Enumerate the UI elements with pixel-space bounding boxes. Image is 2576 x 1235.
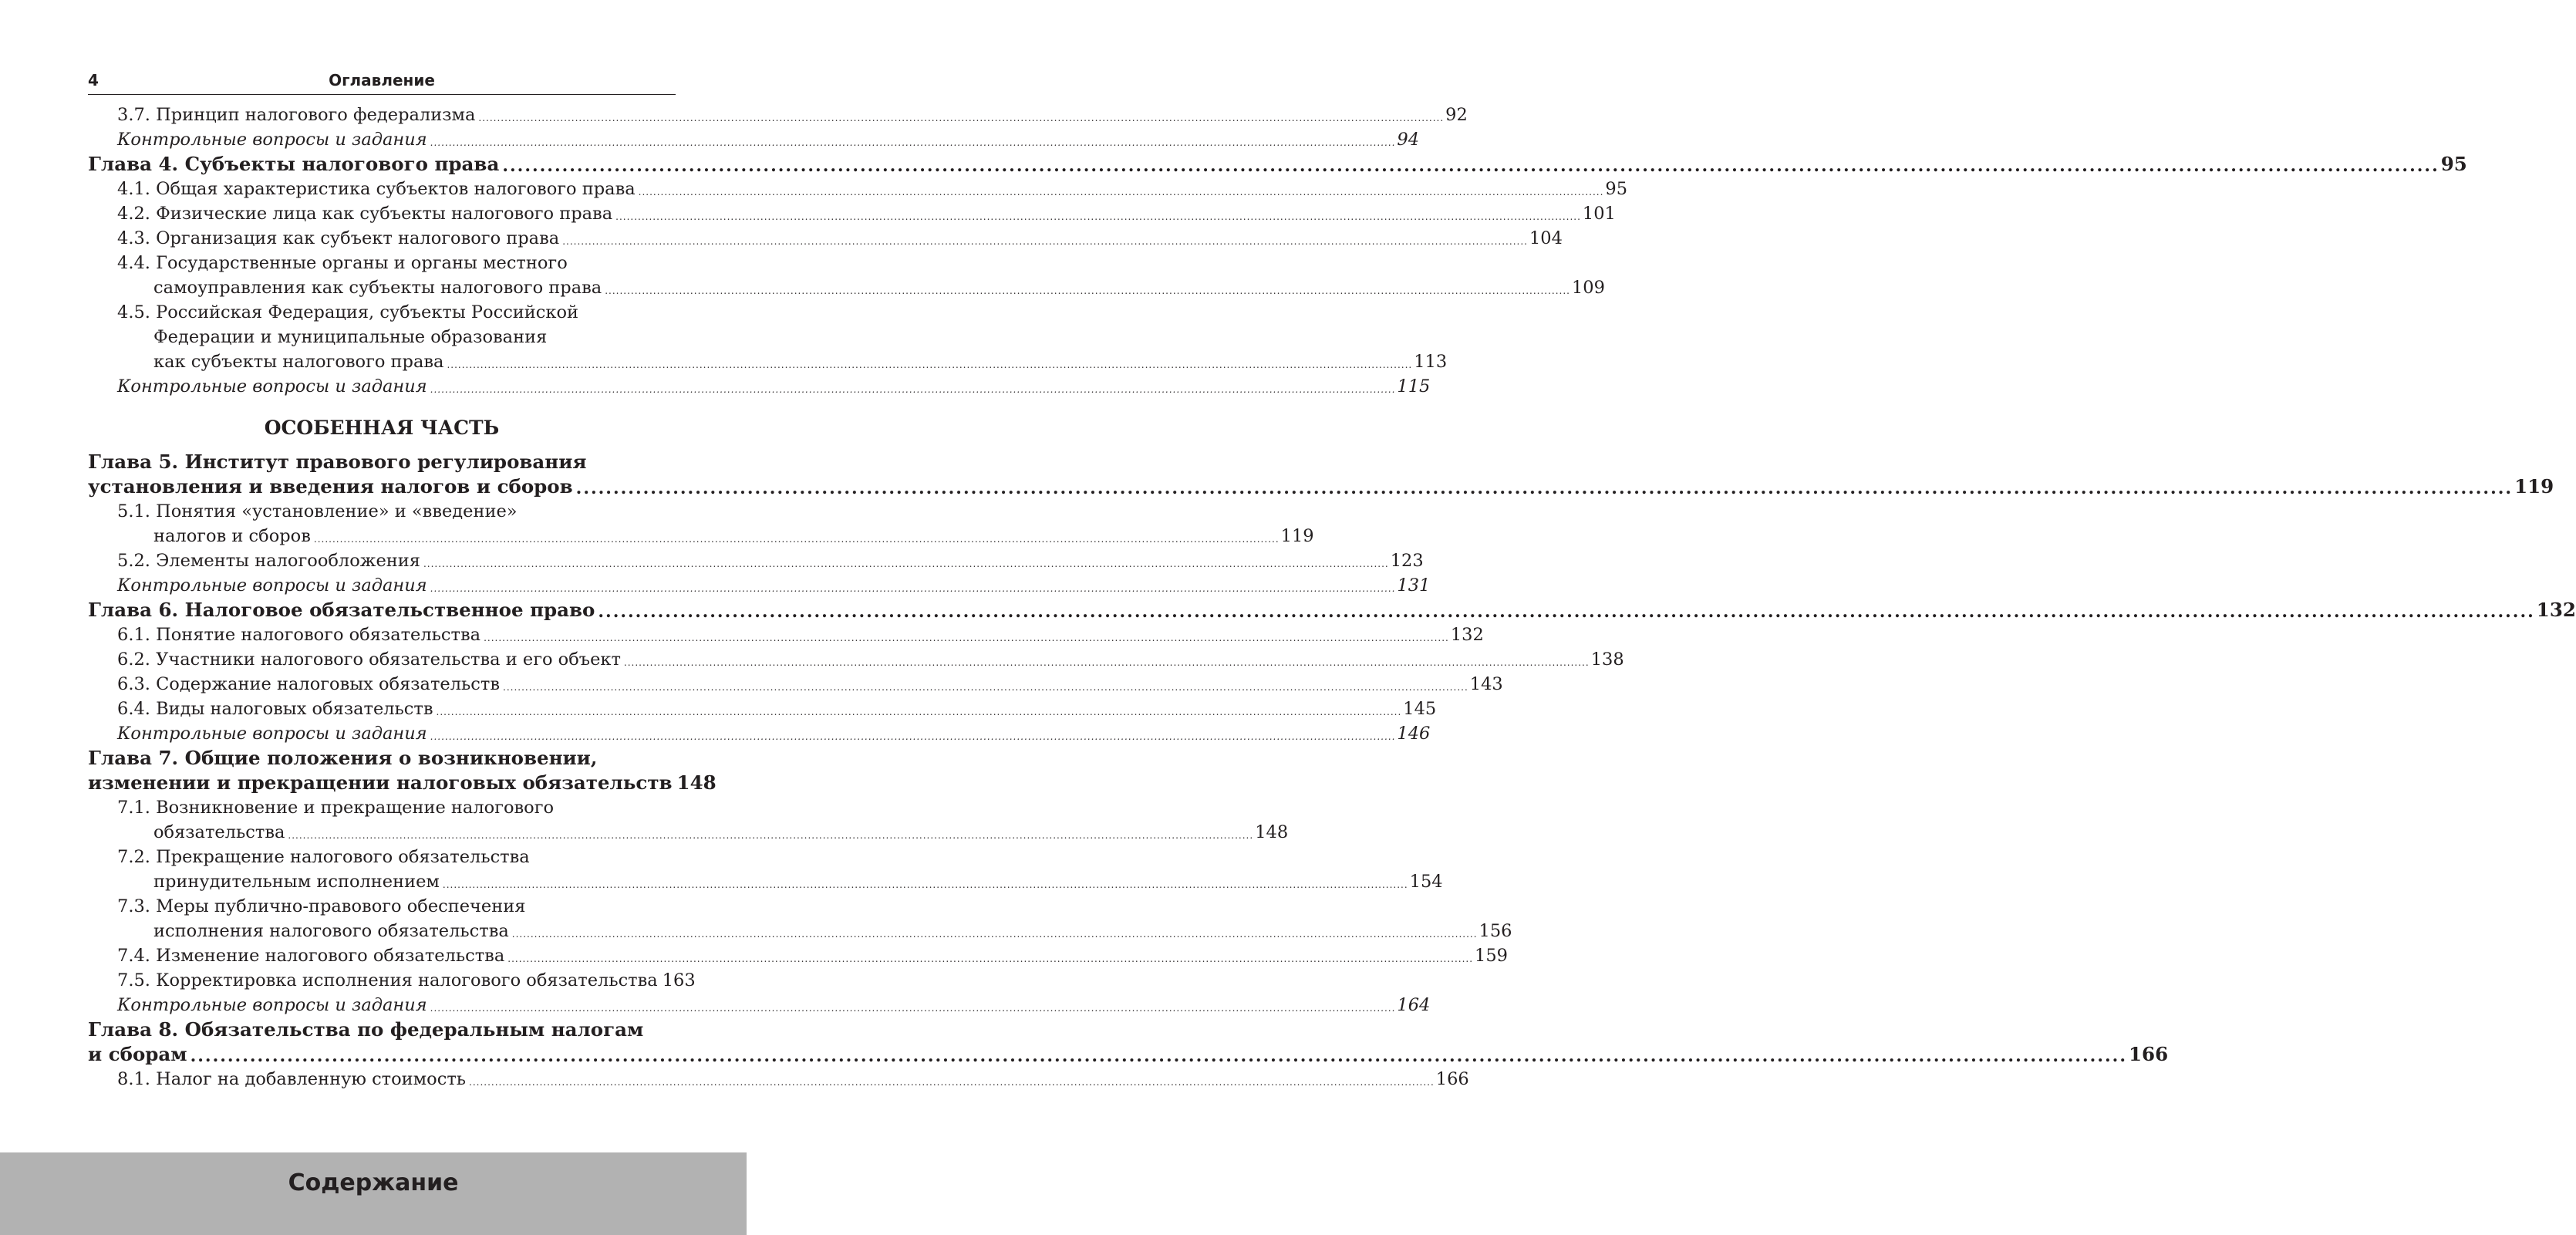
running-title: Оглавление xyxy=(329,71,435,89)
entry-title: 3.7. Принцип налогового федерализма xyxy=(117,105,476,125)
toc-entry-line xyxy=(88,820,1289,845)
page-ref: 92 xyxy=(1445,105,1468,125)
page-ref: 154 xyxy=(1409,872,1443,892)
toc-entry-line xyxy=(88,647,1624,672)
page-ref: 148 xyxy=(1255,822,1289,842)
toc-chapter-line xyxy=(88,598,2576,623)
chapter-title: Глава 6. Налоговое обязательственное право xyxy=(88,599,595,621)
page-ref: 143 xyxy=(1469,674,1503,694)
page-ref: 113 xyxy=(1414,352,1448,372)
dot-leader: .................................................................................................................................................................................................................................................................... xyxy=(605,285,1570,296)
toc-chapter-line xyxy=(88,474,2554,499)
toc-chapter-line xyxy=(88,152,2467,177)
toc-entry-line xyxy=(88,524,1314,548)
page-ref: 148 xyxy=(676,771,716,794)
toc-chapter-line xyxy=(88,771,716,795)
entry-title: 6.2. Участники налогового обязательства и его объект xyxy=(117,650,621,670)
toc-chapter-line xyxy=(88,746,676,771)
toc-entry-line xyxy=(88,275,1605,300)
dot-leader: .................................................................................................................................................................................................................................................................... xyxy=(507,953,1474,964)
entry-title: обязательства xyxy=(153,822,285,842)
toc-entry-line xyxy=(88,869,1443,894)
toc-entry-line xyxy=(88,697,1437,721)
entry-title: самоуправления как субъекты налогового права xyxy=(153,278,602,298)
dot-leader: .................................................................................................................................................................................................................................................................... xyxy=(511,929,1478,940)
footer-label: Содержание xyxy=(288,1169,459,1196)
entry-title: 5.1. Понятия «установление» и «введение» xyxy=(117,501,518,521)
page-ref: 146 xyxy=(1397,724,1431,744)
page-ref: 119 xyxy=(2514,475,2554,498)
page-number: 4 xyxy=(88,71,99,89)
page-ref: 94 xyxy=(1397,130,1420,150)
dot-leader: .................................................................................................................................................................................................................................................................... xyxy=(190,1046,2127,1066)
dot-leader: .................................................................................................................................................................................................................................................................... xyxy=(502,156,2439,176)
dot-leader: .................................................................................................................................................................................................................................................................... xyxy=(313,534,1280,545)
page-ref: 104 xyxy=(1529,228,1563,248)
dot-leader: .................................................................................................................................................................................................................................................................... xyxy=(436,707,1402,717)
chapter-title: Глава 8. Обязательства по федеральным налогам xyxy=(88,1018,644,1041)
dot-leader: .................................................................................................................................................................................................................................................................... xyxy=(575,478,2514,498)
footer-band xyxy=(0,1152,747,1235)
entry-title: 7.3. Меры публично-правового обеспечения xyxy=(117,896,526,916)
page-ref: 163 xyxy=(662,970,696,990)
page-ref: 101 xyxy=(1582,204,1616,224)
entry-title: налогов и сборов xyxy=(153,526,311,546)
chapter-title: Глава 5. Институт правового регулирования xyxy=(88,450,587,473)
toc-entry-line xyxy=(88,573,1431,598)
entry-title: 7.5. Корректировка исполнения налогового обязательства xyxy=(117,970,658,990)
toc-entry-line xyxy=(88,499,676,524)
running-header xyxy=(88,66,676,95)
page-ref: 159 xyxy=(1475,946,1508,966)
chapter-title: и сборам xyxy=(88,1043,187,1065)
chapter-title: Глава 7. Общие положения о возникновении, xyxy=(88,747,598,769)
dot-leader: .................................................................................................................................................................................................................................................................... xyxy=(430,731,1396,742)
toc-entry-line xyxy=(88,968,696,993)
entry-title: 6.3. Содержание налоговых обязательств xyxy=(117,674,500,694)
toc-entry-line xyxy=(88,623,1484,647)
entry-title: Контрольные вопросы и задания xyxy=(117,724,427,744)
toc-entry-line xyxy=(88,300,676,325)
toc-special-part xyxy=(88,450,2576,1092)
entry-title: 7.1. Возникновение и прекращение налогового xyxy=(117,798,555,818)
toc-entry-line xyxy=(88,1067,1469,1092)
dot-leader: .................................................................................................................................................................................................................................................................... xyxy=(623,657,1590,668)
page-ref: 95 xyxy=(1605,179,1628,199)
toc-entry-line xyxy=(88,103,1468,127)
dot-leader: .................................................................................................................................................................................................................................................................... xyxy=(442,879,1408,890)
dot-leader: .................................................................................................................................................................................................................................................................... xyxy=(430,384,1396,395)
toc-entry-line xyxy=(88,374,1431,399)
table-of-contents xyxy=(88,103,2576,1092)
toc-chapter-line xyxy=(88,1042,2169,1067)
entry-title: исполнения налогового обязательства xyxy=(153,921,509,941)
toc-entry-line xyxy=(88,349,1448,374)
toc-entry-line xyxy=(88,672,1503,697)
page-ref: 132 xyxy=(1450,625,1484,645)
entry-title: принудительным исполнением xyxy=(153,872,440,892)
page-ref: 131 xyxy=(1397,575,1431,596)
dot-leader: .................................................................................................................................................................................................................................................................... xyxy=(430,137,1396,148)
entry-title: Федерации и муниципальные образования xyxy=(153,327,548,347)
dot-leader: .................................................................................................................................................................................................................................................................... xyxy=(638,187,1604,197)
dot-leader: .................................................................................................................................................................................................................................................................... xyxy=(478,113,1445,123)
dot-leader: .................................................................................................................................................................................................................................................................... xyxy=(447,359,1413,370)
page-ref: 138 xyxy=(1590,650,1624,670)
toc-entry-line xyxy=(88,201,1616,226)
page-ref: 166 xyxy=(1435,1069,1469,1089)
toc-chapter-line xyxy=(88,450,676,474)
toc-entry-line xyxy=(88,251,676,275)
toc-general-part xyxy=(88,103,2467,399)
section-title: ОСОБЕННАЯ ЧАСТЬ xyxy=(264,417,500,439)
chapter-title: установления и введения налогов и сборов xyxy=(88,475,573,498)
entry-title: Контрольные вопросы и задания xyxy=(117,575,427,596)
entry-title: 5.2. Элементы налогообложения xyxy=(117,551,420,571)
dot-leader: .................................................................................................................................................................................................................................................................... xyxy=(562,236,1528,247)
dot-leader: .................................................................................................................................................................................................................................................................... xyxy=(469,1077,1435,1088)
toc-entry-line xyxy=(88,845,676,869)
dot-leader: .................................................................................................................................................................................................................................................................... xyxy=(615,211,1581,222)
entry-title: Контрольные вопросы и задания xyxy=(117,995,427,1015)
page-ref: 166 xyxy=(2128,1043,2169,1065)
toc-chapter-line xyxy=(88,1017,676,1042)
page-ref: 145 xyxy=(1403,699,1437,719)
page-ref: 115 xyxy=(1397,376,1431,396)
toc-entry-line xyxy=(88,919,1512,943)
dot-leader: .................................................................................................................................................................................................................................................................... xyxy=(423,558,1389,569)
entry-title: Контрольные вопросы и задания xyxy=(117,376,427,396)
dot-leader: .................................................................................................................................................................................................................................................................... xyxy=(503,682,1468,693)
page-ref: 109 xyxy=(1571,278,1605,298)
toc-entry-line xyxy=(88,943,1508,968)
entry-title: 7.4. Изменение налогового обязательства xyxy=(117,946,505,966)
page-ref: 95 xyxy=(2440,153,2467,175)
toc-entry-line xyxy=(88,325,676,349)
entry-title: 4.4. Государственные органы и органы местного xyxy=(117,253,568,273)
dot-leader: .................................................................................................................................................................................................................................................................... xyxy=(288,830,1254,841)
dot-leader: .................................................................................................................................................................................................................................................................... xyxy=(430,583,1396,594)
toc-entry-line xyxy=(88,548,1424,573)
entry-title: 6.1. Понятие налогового обязательства xyxy=(117,625,481,645)
chapter-title: Глава 4. Субъекты налогового права xyxy=(88,153,500,175)
entry-title: 4.5. Российская Федерация, субъекты Российской xyxy=(117,302,579,322)
dot-leader: .................................................................................................................................................................................................................................................................... xyxy=(430,1003,1396,1014)
toc-entry-line xyxy=(88,226,1563,251)
entry-title: 4.2. Физические лица как субъекты налогового права xyxy=(117,204,613,224)
dot-leader: .................................................................................................................................................................................................................................................................... xyxy=(598,602,2535,622)
entry-title: 7.2. Прекращение налогового обязательства xyxy=(117,847,530,867)
entry-title: 8.1. Налог на добавленную стоимость xyxy=(117,1069,467,1089)
entry-title: Контрольные вопросы и задания xyxy=(117,130,427,150)
toc-entry-line xyxy=(88,177,1628,201)
entry-title: 4.1. Общая характеристика субъектов налогового права xyxy=(117,179,636,199)
dot-leader: .................................................................................................................................................................................................................................................................... xyxy=(484,633,1449,643)
toc-entry-line xyxy=(88,721,1431,746)
toc-entry-line xyxy=(88,127,1420,152)
entry-title: 4.3. Организация как субъект налогового права xyxy=(117,228,560,248)
page-ref: 164 xyxy=(1397,995,1431,1015)
page-ref: 132 xyxy=(2536,599,2576,621)
toc-entry-line xyxy=(88,894,676,919)
page-ref: 119 xyxy=(1280,526,1314,546)
entry-title: 6.4. Виды налоговых обязательств xyxy=(117,699,433,719)
chapter-title: изменении и прекращении налоговых обязательств xyxy=(88,771,673,794)
toc-entry-line xyxy=(88,993,1431,1017)
page-ref: 156 xyxy=(1479,921,1512,941)
toc-entry-line xyxy=(88,795,676,820)
entry-title: как субъекты налогового права xyxy=(153,352,444,372)
page-ref: 123 xyxy=(1390,551,1424,571)
